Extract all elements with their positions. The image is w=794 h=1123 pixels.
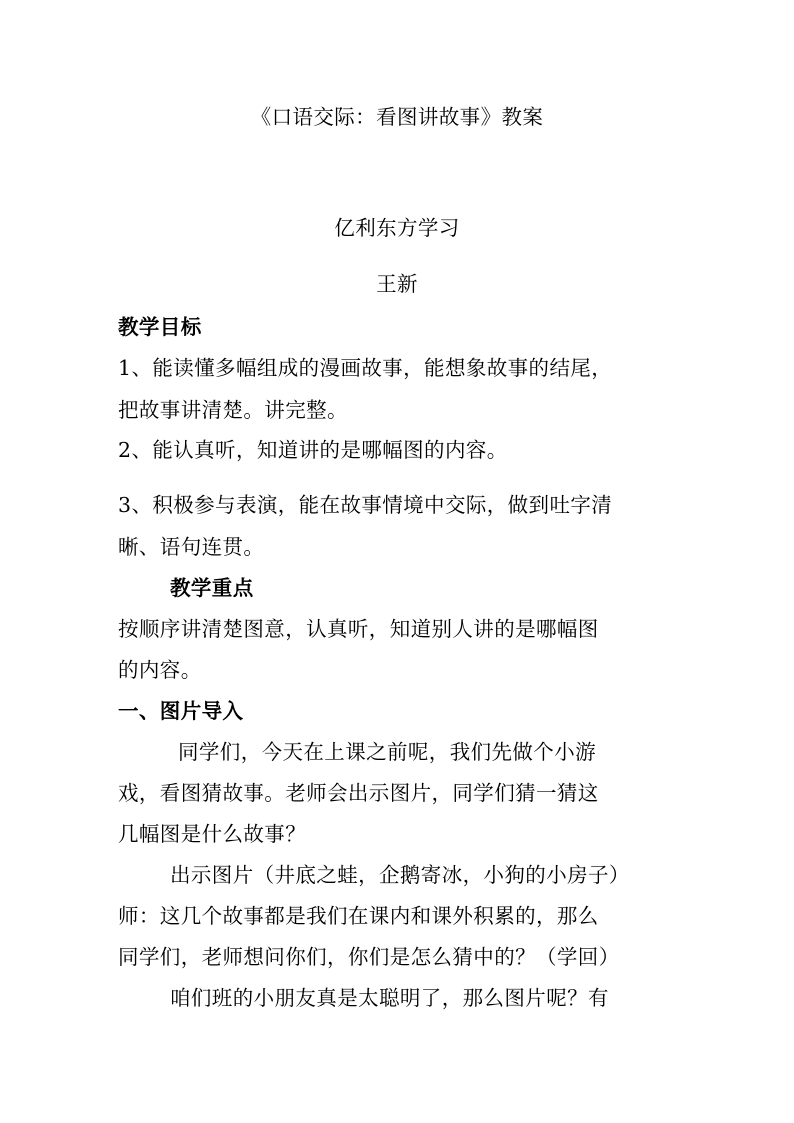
section1-line-5: 师：这几个故事都是我们在课内和课外积累的，那么	[118, 904, 599, 928]
objective-3-line-1: 3、积极参与表演，能在故事情境中交际，做到吐字清	[118, 493, 613, 517]
school-name: 亿利东方学习	[334, 216, 460, 240]
section1-line-4: 出示图片（井底之蛙，企鹅寄冰，小狗的小房子）	[170, 863, 630, 887]
objective-1-line-2: 把故事讲清楚。讲完整。	[118, 398, 348, 422]
section1-line-2: 戏，看图猜故事。老师会出示图片，同学们猜一猜这	[118, 781, 599, 805]
section1-line-7: 咱们班的小朋友真是太聪明了，那么图片呢？有	[170, 986, 609, 1010]
objective-2-line-1: 2、能认真听，知道讲的是哪幅图的内容。	[118, 438, 508, 462]
section1-heading: 一、图片导入	[118, 699, 244, 723]
document-title: 《口语交际：看图讲故事》教案	[250, 105, 544, 129]
section1-line-3: 几幅图是什么故事？	[118, 822, 307, 846]
key-points-line-2: 的内容。	[118, 658, 202, 682]
key-points-heading: 教学重点	[170, 576, 254, 600]
key-points-line-1: 按顺序讲清楚图意，认真听，知道别人讲的是哪幅图	[118, 617, 599, 641]
objective-1-line-1: 1、能读懂多幅组成的漫画故事，能想象故事的结尾，	[118, 356, 613, 380]
section1-line-6: 同学们，老师想问你们，你们是怎么猜中的？（学回）	[118, 945, 620, 969]
author-name: 王新	[376, 272, 418, 296]
objectives-heading: 教学目标	[118, 315, 202, 339]
section1-line-1: 同学们，今天在上课之前呢，我们先做个小游	[178, 740, 596, 764]
objective-3-line-2: 晰、语句连贯。	[118, 535, 265, 559]
